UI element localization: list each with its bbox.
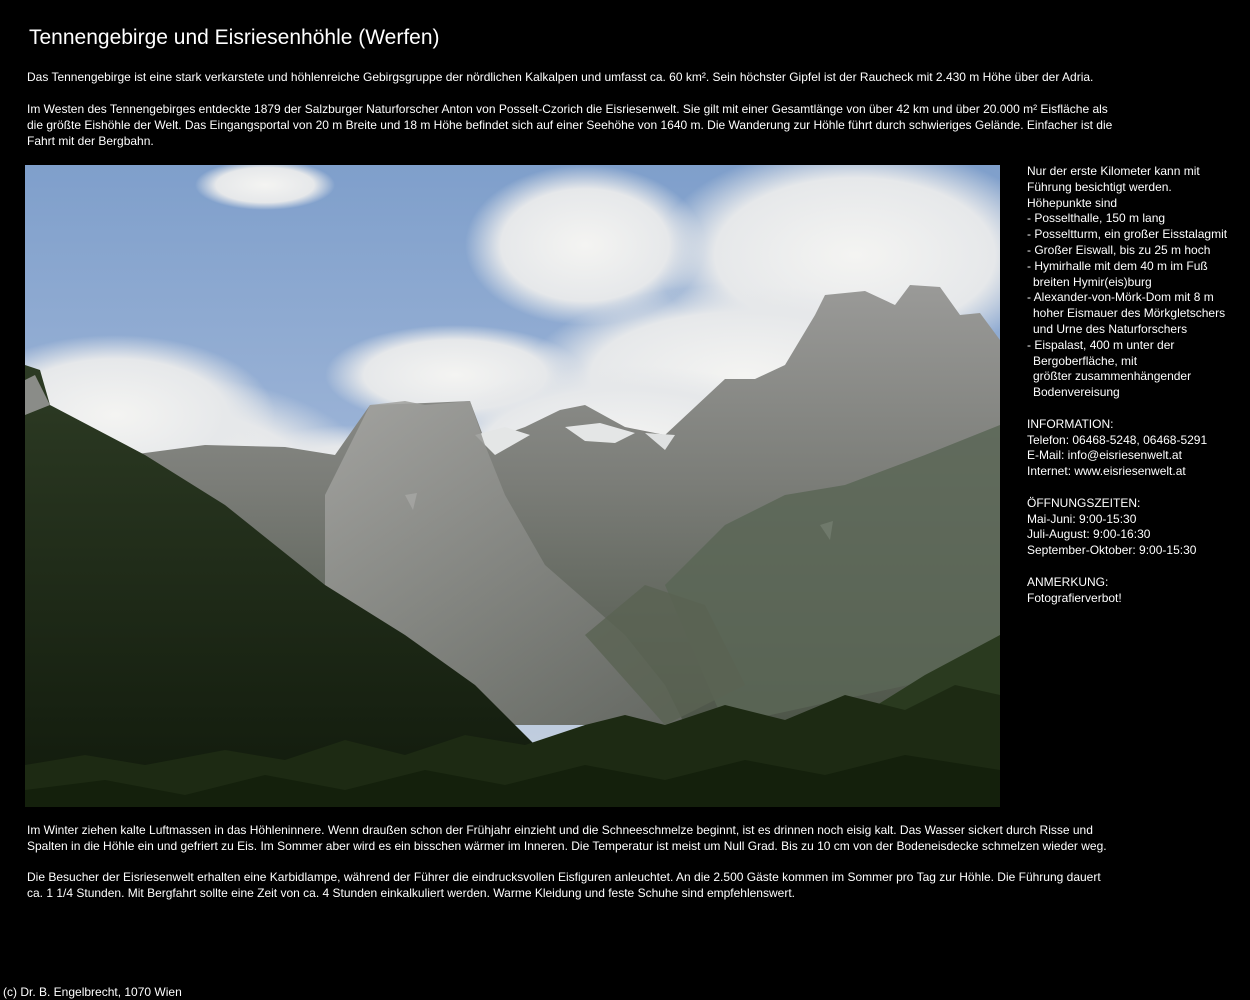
info-website: Internet: www.eisriesenwelt.at: [1027, 464, 1186, 479]
guide-text-line-2: Führung besichtigt werden.: [1027, 179, 1172, 194]
opening-hours-heading: ÖFFNUNGSZEITEN:: [1027, 495, 1141, 510]
sidebar-info: [1027, 164, 1247, 606]
highlight-item-3: - Großer Eiswall, bis zu 25 m hoch: [1027, 242, 1211, 257]
bottom-paragraph-2: Die Besucher der Eisriesenwelt erhalten eine Karbidlampe, während der Führer die eindrucksvollen Eisfiguren anleuchtet. An die 2.500 Gäste kommen im Sommer pro Tag zur Höhle. Die Führung dauert ca. 1 1/4 Stunden. Mit Bergfahrt sollte eine Zeit von ca. 4 Stunden einkalkuliert werden. Warme Kleidung und feste Schuhe sind empfehlenswert.: [27, 870, 1101, 900]
highlight-item-5-cont-1: hoher Eismauer des Mörkgletschers: [1033, 306, 1226, 321]
highlight-item-5: - Alexander-von-Mörk-Dom mit 8 m: [1027, 290, 1214, 305]
info-email: E-Mail: info@eisriesenwelt.at: [1027, 448, 1182, 463]
intro-paragraph-1: Das Tennengebirge ist eine stark verkarstete und höhlenreiche Gebirgsgruppe der nördlichen Kalkalpen und umfasst ca. 60 km². Sein höchster Gipfel ist der Raucheck mit 2.430 m Höhe über der Adria.: [27, 70, 1094, 84]
highlight-item-6: - Eispalast, 400 m unter der: [1027, 337, 1175, 352]
guide-text-line-1: Nur der erste Kilometer kann mit: [1027, 164, 1200, 178]
mountain-photo: [25, 165, 1000, 807]
note-text: Fotografierverbot!: [1027, 590, 1122, 605]
opening-hours-2: Juli-August: 9:00-16:30: [1027, 527, 1151, 542]
opening-hours-3: September-Oktober: 9:00-15:30: [1027, 543, 1197, 558]
info-phone: Telefon: 06468-5248, 06468-5291: [1027, 432, 1208, 447]
highlight-item-6-cont-2: größter zusammenhängender: [1033, 369, 1192, 384]
page-title: Tennengebirge und Eisriesenhöhle (Werfen): [29, 26, 440, 49]
copyright-footer: (c) Dr. B. Engelbrecht, 1070 Wien: [3, 985, 182, 999]
highlight-item-4: - Hymirhalle mit dem 40 m im Fuß: [1027, 258, 1208, 273]
note-heading: ANMERKUNG:: [1027, 574, 1109, 589]
highlight-item-2: - Posseltturm, ein großer Eisstalagmit: [1027, 227, 1228, 242]
highlight-item-5-cont-2: und Urne des Naturforschers: [1033, 321, 1188, 336]
bottom-paragraph-1: Im Winter ziehen kalte Luftmassen in das Höhleninnere. Wenn draußen schon der Frühjahr einzieht und die Schneeschmelze beginnt, ist es drinnen noch eisig kalt. Das Wasser sickert durch Risse und Spalten in die Höhle ein und gefriert zu Eis. Im Sommer aber wird es ein bisschen wärmer im Inneren. Die Temperatur ist meist um Null Grad. Bis zu 10 cm von der Bodeneisdecke schmelzen wieder weg.: [27, 823, 1107, 853]
highlight-item-4-cont: breiten Hymir(eis)burg: [1033, 274, 1152, 289]
highlight-item-6-cont-3: Bodenvereisung: [1033, 385, 1120, 400]
opening-hours-1: Mai-Juni: 9:00-15:30: [1027, 511, 1137, 526]
intro-paragraph-2: Im Westen des Tennengebirges entdeckte 1879 der Salzburger Naturforscher Anton von Posselt-Czorich die Eisriesenwelt. Sie gilt mit einer Gesamtlänge von über 42 km und über 20.000 m² Eisfläche als die größte Eishöhle der Welt. Das Eingangsportal von 20 m Breite und 18 m Höhe befindet sich auf einer Seehöhe von 1640 m. Die Wanderung zur Höhle führt durch schwieriges Gelände. Einfacher ist die Fahrt mit der Bergbahn.: [27, 102, 1113, 148]
info-heading: INFORMATION:: [1027, 416, 1114, 431]
highlights-heading: Höhepunkte sind: [1027, 195, 1118, 210]
highlight-item-1: - Posselthalle, 150 m lang: [1027, 211, 1166, 226]
highlight-item-6-cont-1: Bergoberfläche, mit: [1033, 353, 1138, 368]
